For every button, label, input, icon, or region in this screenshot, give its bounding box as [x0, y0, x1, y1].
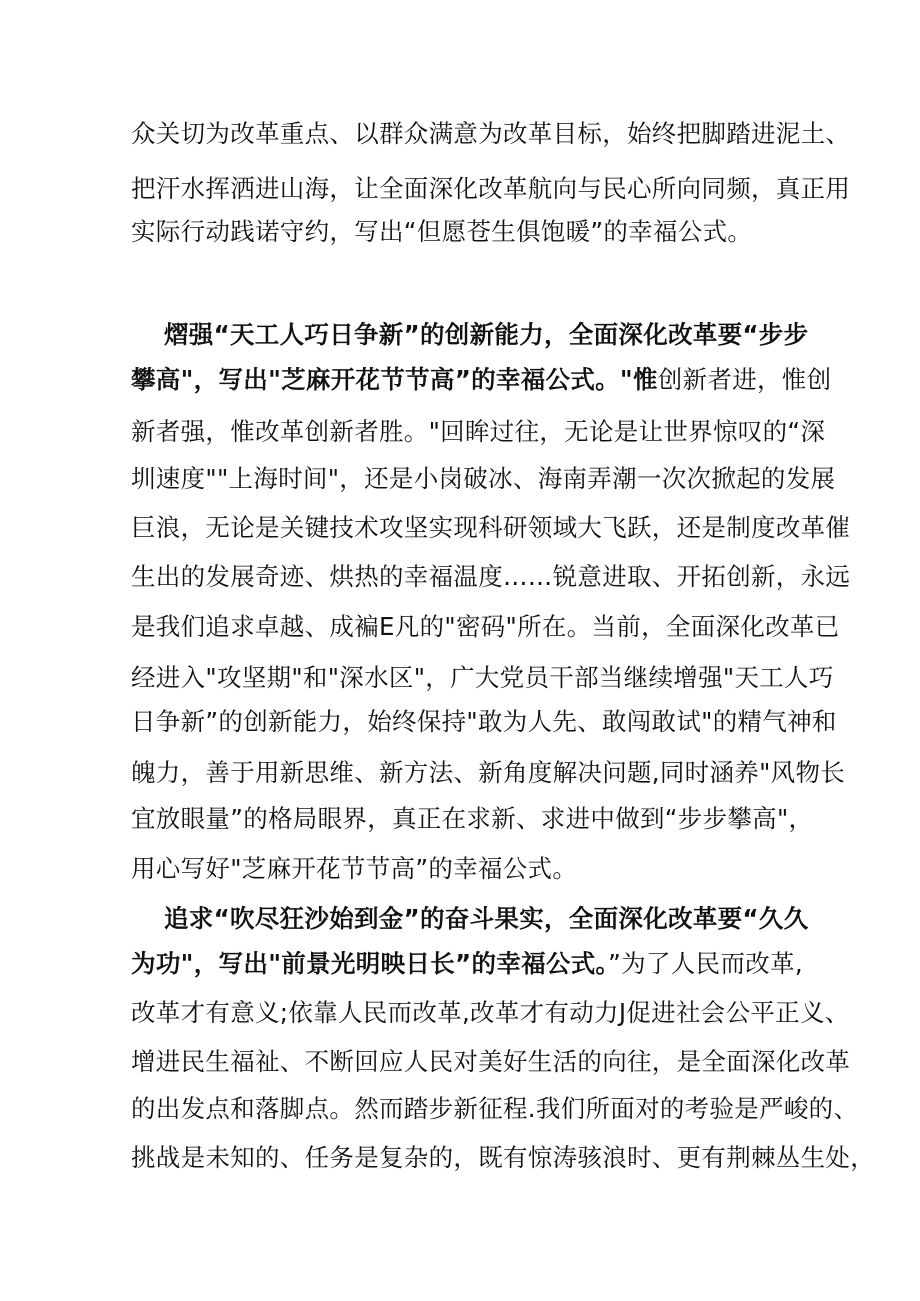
heading-text: 为功"，写出"前景光明映日长”的幸福公式。 [131, 949, 609, 978]
paragraph-line: 增进民生福祉、不断回应人民对美好生活的向往，是全面深化改革 [131, 1047, 851, 1076]
paragraph-line: 改革才有意义;依靠人民而改革,改革才有动力J促进社会公平正义、 [131, 998, 850, 1027]
paragraph-line: 魄力，善于用新思维、新方法、新角度解决问题,同时涵养"风物长 [131, 758, 846, 787]
heading-text: 攀高"，写出"芝麻开花节节高”的幸福公式。"惟 [131, 365, 658, 394]
paragraph-line: 实际行动践诺守约，写出“但愿苍生俱饱暖”的幸福公式。 [131, 217, 753, 246]
paragraph-line: 挑战是未知的、任务是复杂的，既有惊涛骇浪时、更有荆棘丛生处， [131, 1143, 875, 1172]
section-heading-line: 追求“吹尽狂沙始到金”的奋斗果实，全面深化改革要“久久 [164, 904, 809, 933]
section-heading-line [131, 947, 803, 981]
paragraph-line: 把汗水挥洒进山海，让全面深化改革航向与民心所向同频，真正用 [131, 174, 851, 203]
paragraph-line: 日争新”的创新能力，始终保持"敢为人先、敢闯敢试"的精气神和 [131, 707, 837, 736]
paragraph-line: 是我们追求卓越、成褊E凡的"密码"所在。当前，全面深化改革已 [131, 612, 840, 641]
paragraph-line: 众关切为改革重点、以群众满意为改革目标，始终把脚踏进泥土、 [131, 119, 851, 148]
paragraph-line: 经进入"攻坚期"和"深水区"，广大党员干部当继续增强"天工人巧 [131, 663, 834, 692]
section-heading-line: 熠强“天工人巧日争新”的创新能力，全面深化改革要“步步 [164, 320, 809, 349]
paragraph-line: 圳速度""上海时间"，还是小岗破冰、海南弄潮一次次掀起的发展 [131, 464, 836, 493]
paragraph-line: 巨浪，无论是关键技术攻坚实现科研领域大飞跃，还是制度改革催 [131, 513, 851, 542]
paragraph-line: 生出的发展奇迹、烘热的幸福温度……锐意进取、开拓创新，永远 [131, 562, 851, 591]
paragraph-line: 新者强，惟改革创新者胜。"回眸过往，无论是让世界惊叹的“深 [131, 417, 826, 446]
paragraph-line: 宜放眼量”的格局眼界，真正在求新、求进中做到“步步攀高"， [131, 804, 814, 833]
body-text: ”为了人民而改革, [608, 949, 803, 978]
paragraph-line: 用心写好"芝麻开花节节高”的幸福公式。 [131, 854, 578, 883]
paragraph-line: 的出发点和落脚点。然而踏步新征程.我们所面对的考验是严峻的、 [131, 1094, 859, 1123]
section-heading-line [131, 363, 832, 397]
body-text: 创新者进，惟创 [657, 365, 832, 394]
